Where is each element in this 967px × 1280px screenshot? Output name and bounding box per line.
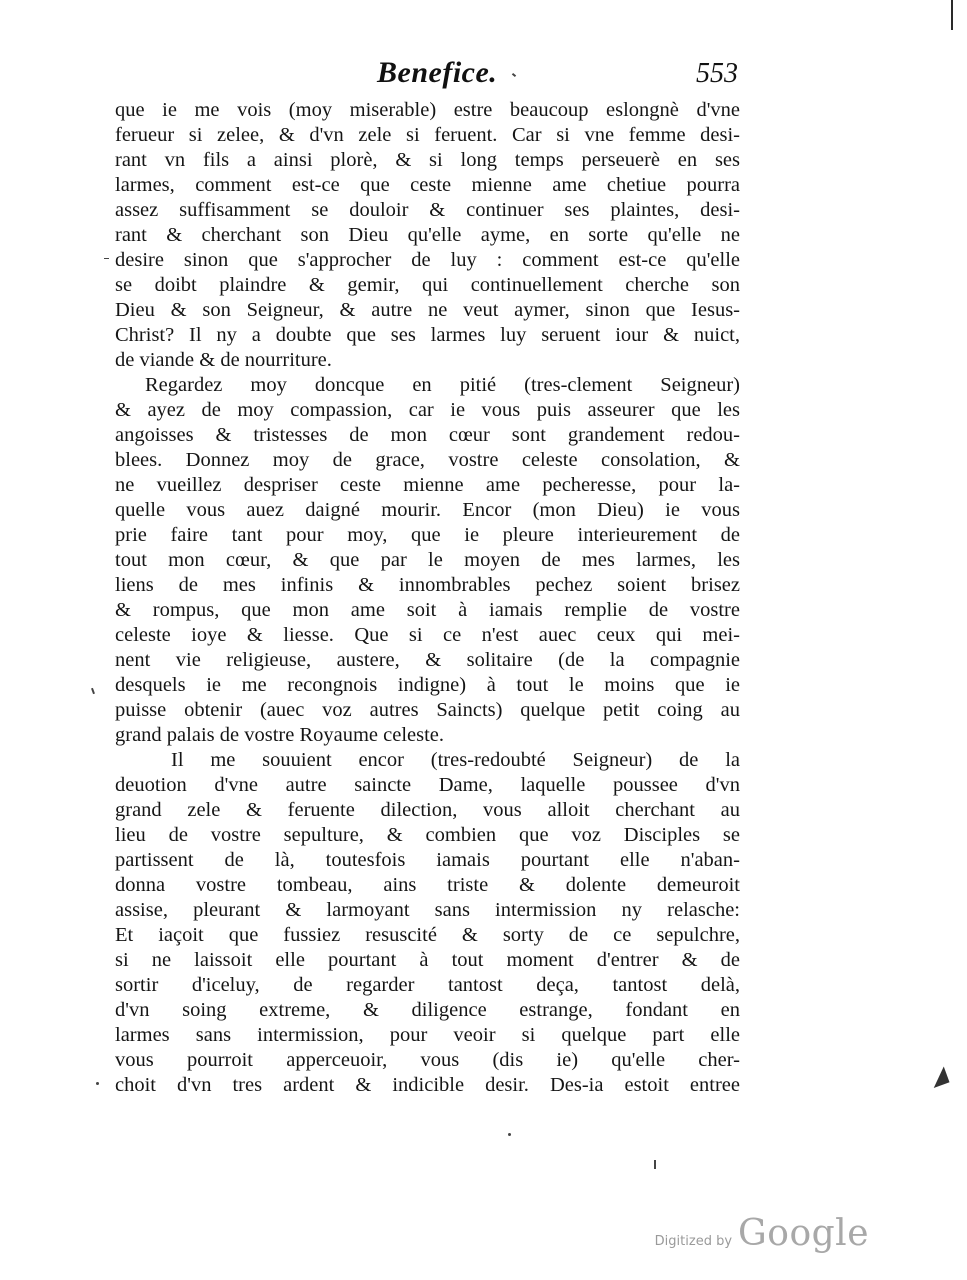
text-line: Christ? Il ny a doubte que ses larmes luy seruent iour & nuict, xyxy=(115,324,740,346)
text-line: Regardez moy doncque en pitié (tres-clement Seigneur) xyxy=(145,374,740,396)
text-line: Il me souuient encor (tres-redoubté Seigneur) de la xyxy=(171,749,740,771)
text-line: sortir d'iceluy, de regarder tantost deça, tantost delà, xyxy=(115,974,740,996)
text-line: quelle vous auez daigné mourir. Encor (mon Dieu) ie vous xyxy=(115,499,740,521)
text-line: vous pourroit apperceuoir, vous (dis ie) qu'elle cher- xyxy=(115,1049,740,1071)
scan-edge-mark xyxy=(951,0,953,30)
text-line: ferueur si zelee, & d'vn zele si feruent. Car si vne femme desi- xyxy=(115,124,740,146)
text-line: partissent de là, toutesfois iamais pourtant elle n'aban- xyxy=(115,849,740,871)
text-line: larmes sans intermission, pour veoir si quelque part elle xyxy=(115,1024,740,1046)
text-line: rant & cherchant son Dieu qu'elle ayme, en sorte qu'elle ne xyxy=(115,224,740,246)
text-line: se doibt plaindre & gemir, qui continuellement cherche son xyxy=(115,274,740,296)
scan-speck xyxy=(508,1133,511,1136)
text-line: de viande & de nourriture. xyxy=(115,349,332,371)
text-line: blees. Donnez moy de grace, vostre celeste consolation, & xyxy=(115,449,740,471)
text-line: nent vie religieuse, austere, & solitaire (de la compagnie xyxy=(115,649,740,671)
text-line: donna vostre tombeau, ains triste & dolente demeuroit xyxy=(115,874,740,896)
text-line: tout mon cœur, & que par le moyen de mes larmes, les xyxy=(115,549,740,571)
text-line: prie faire tant pour moy, que ie pleure interieurement de xyxy=(115,524,740,546)
page-corner-mark: ◢ xyxy=(926,1061,951,1092)
text-line: assez suffisamment se douloir & continuer ses plaintes, desi- xyxy=(115,199,740,221)
text-line: assise, pleurant & larmoyant sans intermission ny relasche: xyxy=(115,899,740,921)
text-line: d'vn soing extreme, & diligence estrange, fondant en xyxy=(115,999,740,1021)
digitized-watermark xyxy=(655,1213,869,1254)
text-line: desire sinon que s'approcher de luy : comment est-ce qu'elle xyxy=(115,249,740,271)
text-line: lieu de vostre sepulture, & combien que voz Disciples se xyxy=(115,824,740,846)
body-text xyxy=(115,98,740,1098)
scan-speck xyxy=(654,1160,656,1169)
scan-speck xyxy=(96,1082,99,1085)
google-logo: Google xyxy=(738,1213,869,1254)
text-line: puisse obtenir (auec voz autres Saincts) quelque petit coing au xyxy=(115,699,740,721)
text-line: desquels ie me recongnois indigne) à tout le moins que ie xyxy=(115,674,740,696)
text-line: choit d'vn tres ardent & indicible desir. Des-ia estoit entree xyxy=(115,1074,740,1096)
text-line: Et iaçoit que fussiez resuscité & sorty de ce sepulchre, xyxy=(115,924,740,946)
page-header xyxy=(115,52,740,96)
digitized-by-label: Digitized by xyxy=(654,1234,733,1249)
text-line: & ayez de moy compassion, car ie vous puis asseurer que les xyxy=(115,399,740,421)
text-line: grand zele & feruente dilection, vous alloit cherchant au xyxy=(115,799,740,821)
scan-speck xyxy=(104,258,109,259)
text-line: celeste ioye & liesse. Que si ce n'est auec ceux qui mei- xyxy=(115,624,740,646)
text-line: que ie me vois (moy miserable) estre beaucoup eslongnè d'vne xyxy=(115,99,740,121)
text-line: rant vn fils a ainsi plorè, & si long temps perseuerè en ses xyxy=(115,149,740,171)
scan-speck xyxy=(91,688,95,694)
text-line: deuotion d'vne autre saincte Dame, laquelle poussee d'vn xyxy=(115,774,740,796)
page-number: 553 xyxy=(696,58,738,89)
text-line: grand palais de vostre Royaume celeste. xyxy=(115,724,445,746)
text-line: larmes, comment est-ce que ceste mienne ame chetiue pourra xyxy=(115,174,740,196)
text-line: liens de mes infinis & innombrables pechez soient brisez xyxy=(115,574,740,596)
text-line: si ne laissoit elle pourtant à tout moment d'entrer & de xyxy=(115,949,740,971)
running-title: Benefice. xyxy=(377,56,498,89)
text-line: ne vueillez despriser ceste mienne ame pecheresse, pour la- xyxy=(115,474,740,496)
text-line: angoisses & tristesses de mon cœur sont grandement redou- xyxy=(115,424,740,446)
text-line: Dieu & son Seigneur, & autre ne veut aymer, sinon que Iesus- xyxy=(115,299,740,321)
text-line: & rompus, que mon ame soit à iamais remplie de vostre xyxy=(115,599,740,621)
